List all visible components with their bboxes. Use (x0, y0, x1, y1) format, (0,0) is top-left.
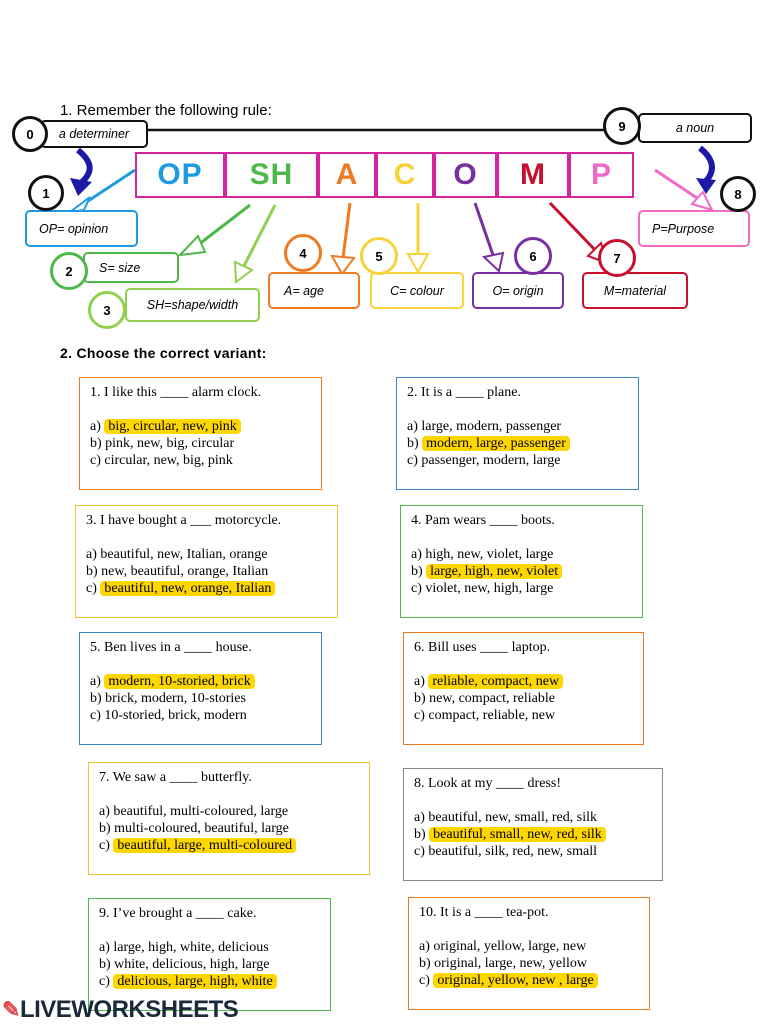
option-a[interactable]: a) beautiful, multi-coloured, large (99, 804, 289, 819)
material-label: M=material (582, 272, 688, 309)
option-b[interactable]: b) pink, new, big, circular (90, 436, 235, 451)
option-b[interactable]: b) original, large, new, yellow (419, 956, 587, 971)
option-a[interactable]: a) modern, 10-storied, brick (90, 673, 311, 690)
rule-box-p: P (569, 152, 634, 198)
option-c[interactable]: c) passenger, modern, large (407, 453, 561, 468)
option-b[interactable]: b) white, delicious, high, large (99, 957, 270, 972)
option-b[interactable]: b) new, beautiful, orange, Italian (86, 564, 269, 579)
number-8-circle: 8 (720, 176, 756, 212)
question-7 (88, 762, 370, 875)
option-a[interactable]: a) big, circular, new, pink (90, 418, 311, 435)
option-c[interactable]: c) violet, new, high, large (411, 581, 554, 596)
question-text: 10. It is a ____ tea-pot. (419, 905, 549, 920)
option-b[interactable]: b) large, high, new, violet (411, 563, 632, 580)
section-2-title: 2. Choose the correct variant: (60, 345, 267, 361)
purpose-label: P=Purpose (638, 210, 750, 247)
s-arrow (198, 205, 250, 245)
question-text: 4. Pam wears ____ boots. (411, 513, 555, 528)
option-c[interactable]: c) beautiful, large, multi-coloured (99, 837, 359, 854)
rule-box-m: M (497, 152, 569, 198)
question-text: 2. It is a ____ plane. (407, 385, 521, 400)
option-b[interactable]: b) multi-coloured, beautiful, large (99, 821, 289, 836)
age-label: A= age (268, 272, 360, 309)
option-a[interactable]: a) large, modern, passenger (407, 419, 562, 434)
option-c[interactable]: c) delicious, large, high, white (99, 973, 320, 990)
question-5 (79, 632, 322, 745)
number-1-circle: 1 (28, 175, 64, 211)
number-9-circle: 9 (603, 107, 641, 145)
option-a[interactable]: a) high, new, violet, large (411, 547, 554, 562)
question-text: 7. We saw a ____ butterfly. (99, 770, 252, 785)
question-3 (75, 505, 338, 618)
question-1 (79, 377, 322, 490)
option-a[interactable]: a) large, high, white, delicious (99, 940, 269, 955)
liveworksheets-logo[interactable]: ✎LIVEWORKSHEETS (2, 996, 239, 1023)
option-c[interactable]: c) compact, reliable, new (414, 708, 556, 723)
size-label: S= size (83, 252, 179, 283)
option-a[interactable]: a) original, yellow, large, new (419, 939, 587, 954)
question-text: 3. I have bought a ___ motorcycle. (86, 513, 282, 528)
question-6 (403, 632, 644, 745)
number-4-circle: 4 (284, 234, 322, 272)
number-6-circle: 6 (514, 237, 552, 275)
o-arrow (475, 203, 493, 255)
question-text: 5. Ben lives in a ____ house. (90, 640, 252, 655)
option-c[interactable]: c) original, yellow, new , large (419, 972, 639, 989)
number-0-circle: 0 (12, 116, 48, 152)
option-c[interactable]: c) circular, new, big, pink (90, 453, 233, 468)
option-c[interactable]: c) 10-storied, brick, modern (90, 708, 247, 723)
option-c[interactable]: c) beautiful, new, orange, Italian (86, 580, 327, 597)
sh-arrow (243, 205, 275, 268)
question-text: 1. I like this ____ alarm clock. (90, 385, 262, 400)
a-arrow (343, 203, 350, 258)
number-2-circle: 2 (50, 252, 88, 290)
op-arrow (85, 170, 135, 203)
rule-box-op: OP (135, 152, 225, 198)
option-a[interactable]: a) beautiful, new, Italian, orange (86, 547, 268, 562)
p-arrow (655, 170, 700, 200)
option-a[interactable]: a) beautiful, new, small, red, silk (414, 810, 597, 825)
colour-label: C= colour (370, 272, 464, 309)
noun-label: a noun (638, 113, 752, 143)
question-9 (88, 898, 331, 1011)
option-b[interactable]: b) brick, modern, 10-stories (90, 691, 246, 706)
section-1-title: 1. Remember the following rule: (60, 102, 272, 119)
question-10 (408, 897, 650, 1010)
option-b[interactable]: b) modern, large, passenger (407, 435, 628, 452)
option-b[interactable]: b) beautiful, small, new, red, silk (414, 826, 652, 843)
logo-icon: ✎ (2, 997, 20, 1022)
rule-box-a: A (318, 152, 376, 198)
shape-label: SH=shape/width (125, 288, 260, 322)
origin-label: O= origin (472, 272, 564, 309)
m-arrow (550, 203, 595, 250)
number-7-circle: 7 (598, 239, 636, 277)
option-a[interactable]: a) reliable, compact, new (414, 673, 633, 690)
rule-box-o: O (434, 152, 497, 198)
number-3-circle: 3 (88, 291, 126, 329)
question-text: 8. Look at my ____ dress! (414, 776, 561, 791)
question-2 (396, 377, 639, 490)
rule-box-sh: SH (225, 152, 318, 198)
opinion-label: OP= opinion (25, 210, 138, 247)
question-8 (403, 768, 663, 881)
option-c[interactable]: c) beautiful, silk, red, new, small (414, 844, 597, 859)
question-text: 6. Bill uses ____ laptop. (414, 640, 551, 655)
question-4 (400, 505, 643, 618)
option-b[interactable]: b) new, compact, reliable (414, 691, 555, 706)
question-text: 9. I’ve brought a ____ cake. (99, 906, 257, 921)
determiner-label: a determiner (40, 120, 148, 148)
noun-curve-arrow (700, 148, 712, 182)
number-5-circle: 5 (360, 237, 398, 275)
rule-box-c: C (376, 152, 434, 198)
determiner-curve-arrow (78, 150, 90, 182)
